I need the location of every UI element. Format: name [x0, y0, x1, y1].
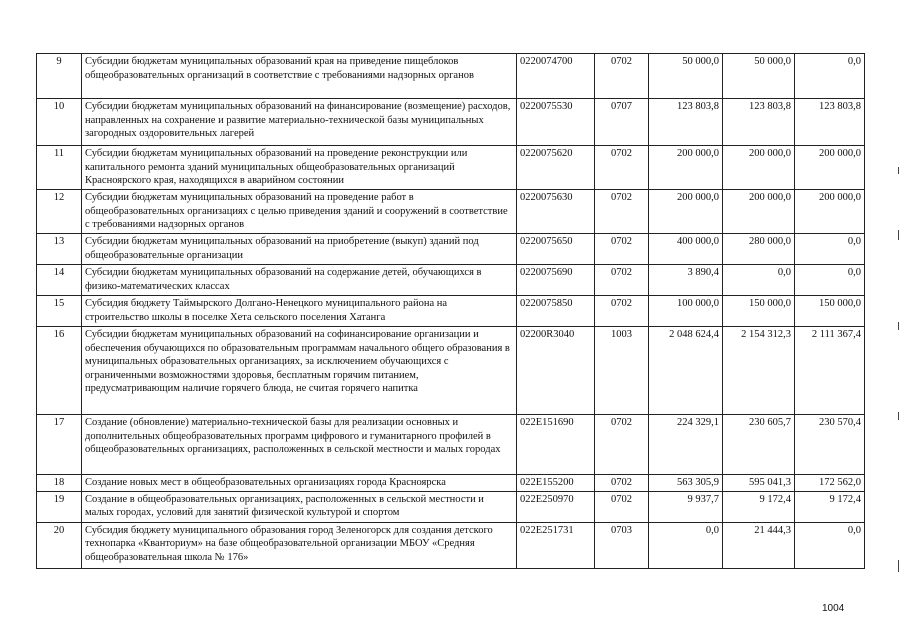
row-amount-1: 0,0 — [649, 522, 723, 568]
row-section: 0702 — [595, 234, 649, 265]
page-number: 1004 — [822, 603, 845, 614]
row-amount-3: 0,0 — [795, 234, 865, 265]
row-amount-1: 400 000,0 — [649, 234, 723, 265]
table-row — [37, 54, 865, 99]
table-row — [37, 475, 865, 492]
row-amount-1: 563 305,9 — [649, 475, 723, 492]
row-amount-2: 50 000,0 — [723, 54, 795, 99]
row-amount-2: 230 605,7 — [723, 415, 795, 475]
row-code: 022E251731 — [517, 522, 595, 568]
row-description: Субсидия бюджету муниципального образования город Зеленогорск для создания детского технопарка «Кванториум» на базе общеобразовательной организации МБОУ «Средняя общеобразовательная школа № 176» — [82, 522, 517, 568]
scan-edge-mark — [898, 167, 899, 174]
row-code: 02200R3040 — [517, 327, 595, 415]
row-section: 0702 — [595, 475, 649, 492]
table-row — [37, 415, 865, 475]
row-number: 14 — [37, 265, 82, 296]
row-amount-1: 123 803,8 — [649, 99, 723, 146]
row-section: 0703 — [595, 522, 649, 568]
row-number: 17 — [37, 415, 82, 475]
row-number: 19 — [37, 491, 82, 522]
row-amount-2: 9 172,4 — [723, 491, 795, 522]
row-amount-3: 2 111 367,4 — [795, 327, 865, 415]
table-row — [37, 265, 865, 296]
row-section: 0707 — [595, 99, 649, 146]
row-section: 0702 — [595, 54, 649, 99]
table-row — [37, 146, 865, 190]
row-section: 0702 — [595, 491, 649, 522]
row-number: 13 — [37, 234, 82, 265]
row-section: 0702 — [595, 265, 649, 296]
row-section: 1003 — [595, 327, 649, 415]
row-description: Субсидии бюджетам муниципальных образований на проведение реконструкции или капитального ремонта зданий муниципальных общеобразовательных организаций Красноярского края, находящихся в аварийном состоянии — [82, 146, 517, 190]
scan-edge-mark — [898, 322, 899, 330]
row-code: 0220075630 — [517, 190, 595, 234]
row-amount-1: 100 000,0 — [649, 296, 723, 327]
row-amount-2: 0,0 — [723, 265, 795, 296]
row-amount-2: 200 000,0 — [723, 146, 795, 190]
row-amount-3: 150 000,0 — [795, 296, 865, 327]
row-description: Создание в общеобразовательных организациях, расположенных в сельской местности и малых городах, условий для занятий физической культурой и спортом — [82, 491, 517, 522]
row-description: Создание новых мест в общеобразовательных организациях города Красноярска — [82, 475, 517, 492]
row-amount-3: 0,0 — [795, 265, 865, 296]
row-section: 0702 — [595, 415, 649, 475]
row-number: 18 — [37, 475, 82, 492]
row-description: Субсидии бюджетам муниципальных образований на содержание детей, обучающихся в физико-математических классах — [82, 265, 517, 296]
table-row — [37, 296, 865, 327]
scan-edge-mark — [898, 230, 899, 240]
row-description: Субсидии бюджетам муниципальных образований на софинансирование организации и обеспечения обучающихся по образовательным программам начального общего образования в муниципальных образовательных организациях, за исключением обучающихся с ограниченными возможностями здоровья, бесплатным горячим питанием, предусматривающим наличие горячего блюда, не считая горячего напитка — [82, 327, 517, 415]
row-description: Субсидии бюджетам муниципальных образований на приобретение (выкуп) зданий под общеобразовательные организации — [82, 234, 517, 265]
row-description: Создание (обновление) материально-технической базы для реализации основных и дополнительных общеобразовательных программ цифрового и гуманитарного профилей в общеобразовательных организациях, расположенных в сельской местности и малых городах — [82, 415, 517, 475]
row-code: 0220074700 — [517, 54, 595, 99]
row-amount-1: 2 048 624,4 — [649, 327, 723, 415]
row-code: 022E155200 — [517, 475, 595, 492]
row-number: 15 — [37, 296, 82, 327]
row-number: 16 — [37, 327, 82, 415]
budget-table — [36, 53, 865, 569]
row-section: 0702 — [595, 146, 649, 190]
table-row — [37, 190, 865, 234]
table-row — [37, 99, 865, 146]
row-code: 0220075690 — [517, 265, 595, 296]
row-code: 0220075850 — [517, 296, 595, 327]
row-section: 0702 — [595, 190, 649, 234]
table-row — [37, 327, 865, 415]
row-number: 11 — [37, 146, 82, 190]
row-amount-2: 123 803,8 — [723, 99, 795, 146]
row-code: 0220075620 — [517, 146, 595, 190]
row-amount-1: 200 000,0 — [649, 190, 723, 234]
row-amount-3: 9 172,4 — [795, 491, 865, 522]
table-row — [37, 522, 865, 568]
row-description: Субсидия бюджету Таймырского Долгано-Ненецкого муниципального района на строительство школы в поселке Хета сельского поселения Хатанга — [82, 296, 517, 327]
scan-edge-mark — [898, 412, 899, 420]
row-number: 9 — [37, 54, 82, 99]
row-amount-1: 224 329,1 — [649, 415, 723, 475]
row-code: 0220075650 — [517, 234, 595, 265]
row-section: 0702 — [595, 296, 649, 327]
row-description: Субсидии бюджетам муниципальных образований на финансирование (возмещение) расходов, направленных на сохранение и развитие материально-технической базы муниципальных загородных оздоровительных лагерей — [82, 99, 517, 146]
row-amount-3: 200 000,0 — [795, 190, 865, 234]
row-number: 10 — [37, 99, 82, 146]
row-amount-1: 200 000,0 — [649, 146, 723, 190]
row-number: 20 — [37, 522, 82, 568]
row-amount-2: 280 000,0 — [723, 234, 795, 265]
row-code: 0220075530 — [517, 99, 595, 146]
row-code: 022E250970 — [517, 491, 595, 522]
row-amount-2: 200 000,0 — [723, 190, 795, 234]
scan-edge-mark — [898, 560, 899, 572]
row-amount-3: 123 803,8 — [795, 99, 865, 146]
row-amount-1: 3 890,4 — [649, 265, 723, 296]
table-row — [37, 491, 865, 522]
row-description: Субсидии бюджетам муниципальных образований края на приведение пищеблоков общеобразовательных организаций в соответствие с требованиями надзорных органов — [82, 54, 517, 99]
row-amount-3: 0,0 — [795, 54, 865, 99]
row-amount-3: 172 562,0 — [795, 475, 865, 492]
row-number: 12 — [37, 190, 82, 234]
row-amount-3: 200 000,0 — [795, 146, 865, 190]
row-amount-2: 595 041,3 — [723, 475, 795, 492]
table-row — [37, 234, 865, 265]
row-amount-3: 230 570,4 — [795, 415, 865, 475]
row-amount-1: 9 937,7 — [649, 491, 723, 522]
row-amount-1: 50 000,0 — [649, 54, 723, 99]
row-amount-2: 150 000,0 — [723, 296, 795, 327]
row-description: Субсидии бюджетам муниципальных образований на проведение работ в общеобразовательных организациях с целью приведения зданий и сооружений в соответствие с требованиями надзорных органов — [82, 190, 517, 234]
row-code: 022E151690 — [517, 415, 595, 475]
row-amount-2: 2 154 312,3 — [723, 327, 795, 415]
row-amount-2: 21 444,3 — [723, 522, 795, 568]
row-amount-3: 0,0 — [795, 522, 865, 568]
